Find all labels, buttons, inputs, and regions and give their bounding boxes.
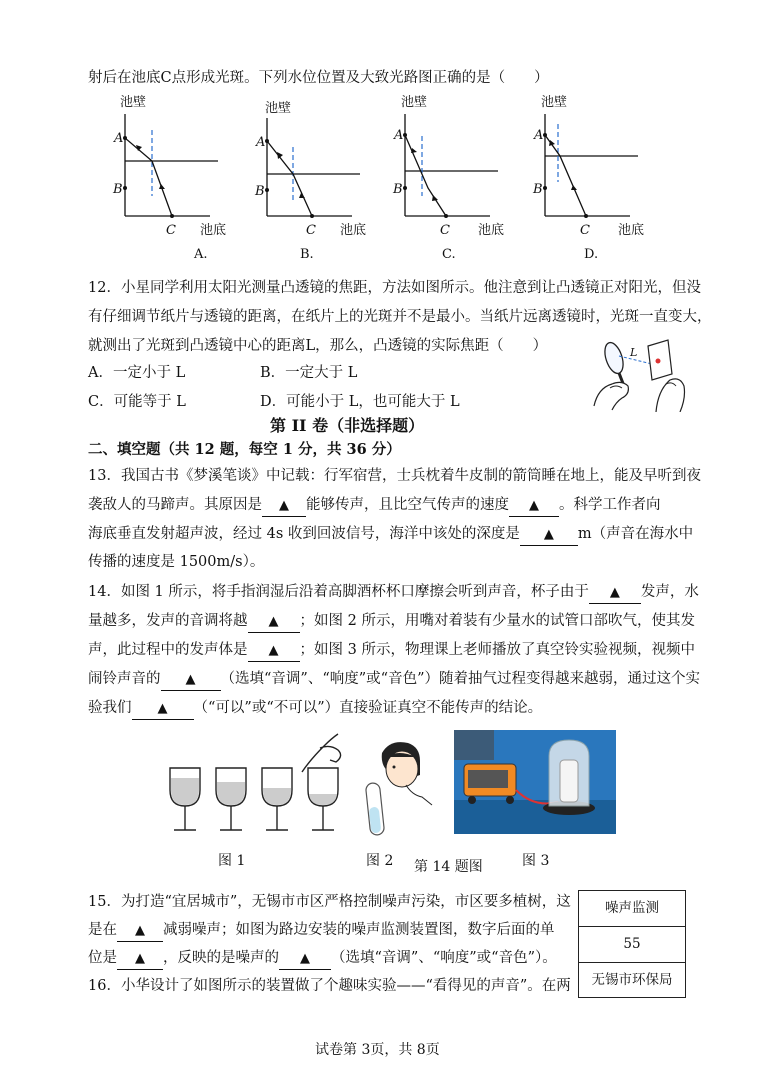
- answer-blank[interactable]: ▲: [509, 496, 559, 517]
- answer-blank[interactable]: ▲: [117, 949, 163, 970]
- svg-text:C: C: [580, 223, 590, 238]
- svg-text:池壁: 池壁: [541, 95, 568, 110]
- q11-tail: 射后在池底C点形成光斑。下列水位位置及大致光路图正确的是（ ）: [88, 70, 549, 86]
- svg-text:A.: A.: [194, 247, 208, 262]
- diagram-c: [392, 95, 504, 262]
- q14-line4: 闹铃声音的 ▲ （选填“音调”、“响度”或“音色”）随着抽气过程变得越来越弱，通过这个实: [88, 669, 700, 691]
- svg-text:A: A: [394, 128, 404, 143]
- answer-blank[interactable]: ▲: [262, 496, 306, 517]
- answer-blank[interactable]: ▲: [117, 921, 163, 942]
- q11-diagrams: [100, 92, 680, 262]
- answer-blank[interactable]: ▲: [248, 641, 300, 662]
- figure2-boy-test-tube: [350, 735, 445, 845]
- q16-line1: 16．小华设计了如图所示的装置做了个趣味实验——“看得见的声音”。在两: [88, 978, 571, 994]
- page-footer: 试卷第 3页，共 8页: [315, 1042, 440, 1058]
- q12-line3: 就测出了光斑到凸透镜中心的距离L，那么，凸透镜的实际焦距（ ）: [88, 338, 548, 354]
- q15-line2: 是在 ▲ 减弱噪声；如图为路边安装的噪声监测装置图，数字后面的单: [88, 920, 555, 942]
- figure2-caption: 图 2: [366, 853, 394, 869]
- svg-text:B: B: [255, 184, 265, 199]
- lens-hands-illustration: [586, 328, 690, 412]
- svg-text:B: B: [393, 182, 403, 197]
- diagram-b: [254, 101, 366, 262]
- svg-text:池底: 池底: [618, 223, 645, 238]
- svg-text:池底: 池底: [200, 223, 227, 238]
- q13-line2: 袭敌人的马蹄声。其原因是 ▲ 能够传声，且比空气传声的速度 ▲ 。科学工作者向: [88, 495, 661, 517]
- diagram-a: [112, 95, 226, 262]
- q12-option-b[interactable]: B．一定大于 L: [260, 365, 358, 381]
- noise-monitor-value: 55: [579, 927, 685, 963]
- noise-monitor-display: [578, 890, 686, 998]
- q13-line1: 13．我国古书《梦溪笔谈》中记载：行军宿营，士兵枕着牛皮制的箭筒睡在地上，能及早听到夜: [88, 468, 701, 484]
- svg-text:B.: B.: [300, 247, 314, 262]
- answer-blank[interactable]: ▲: [248, 612, 300, 633]
- q14-line5: 验我们 ▲ （“可以”或“不可以”）直接验证真空不能传声的结论。: [88, 698, 542, 720]
- q14-line2: 量越多，发声的音调将越 ▲ ；如图 2 所示，用嘴对着装有少量水的试管口部吹气，使其发: [88, 611, 695, 633]
- figure3-caption: 图 3: [522, 853, 550, 869]
- wall-label: 池壁: [120, 95, 147, 110]
- q13-line4: 传播的速度是 1500m/s）。: [88, 554, 265, 570]
- q13-line3: 海底垂直发射超声波，经过 4s 收到回波信号，海洋中该处的深度是 ▲ m（声音在海水中: [88, 524, 693, 546]
- answer-blank[interactable]: ▲: [161, 670, 221, 691]
- q15-line3: 位是 ▲ ，反映的是噪声的 ▲ （选填“音调”、“响度”或“音色”）。: [88, 948, 557, 970]
- q12-option-c[interactable]: C．可能等于 L: [88, 394, 186, 410]
- answer-blank[interactable]: ▲: [132, 699, 194, 720]
- distance-label: L: [630, 346, 638, 359]
- figure1-caption: 图 1: [218, 853, 246, 869]
- svg-text:A: A: [534, 128, 544, 143]
- svg-text:C.: C.: [442, 247, 456, 262]
- svg-text:C: C: [440, 223, 450, 238]
- noise-monitor-org: 无锡市环保局: [591, 972, 673, 988]
- q12-line1: 12．小星同学利用太阳光测量凸透镜的焦距，方法如图所示。他注意到让凸透镜正对阳光，但没: [88, 280, 701, 296]
- q12-option-d[interactable]: D．可能小于 L，也可能大于 L: [260, 394, 460, 410]
- answer-blank[interactable]: ▲: [279, 949, 331, 970]
- q14-line1: 14．如图 1 所示，将手指润湿后沿着高脚酒杯杯口摩擦会听到声音，杯子由于 ▲ 发声，水: [88, 582, 699, 604]
- noise-monitor-title: 噪声监测: [579, 891, 685, 927]
- svg-text:池壁: 池壁: [401, 95, 428, 110]
- q12-option-a[interactable]: A．一定小于 L: [88, 365, 186, 381]
- part2-title: 第 II 卷（非选择题）: [270, 416, 425, 435]
- section2-header: 二、填空题（共 12 题，每空 1 分，共 36 分）: [88, 441, 401, 458]
- diagram-d: [532, 95, 644, 262]
- q15-line1: 15．为打造“宜居城市”，无锡市市区严格控制噪声污染，市区要多植树，这: [88, 894, 571, 910]
- svg-text:C: C: [306, 223, 316, 238]
- q14-line3: 声，此过程中的发声体是 ▲ ；如图 3 所示，物理课上老师播放了真空铃实验视频，视频中: [88, 640, 695, 662]
- answer-blank[interactable]: ▲: [589, 583, 641, 604]
- svg-text:A: A: [114, 131, 124, 146]
- svg-text:池底: 池底: [340, 223, 367, 238]
- figure1-wine-glasses: [160, 730, 350, 840]
- svg-text:B: B: [113, 182, 123, 197]
- answer-blank[interactable]: ▲: [520, 525, 578, 546]
- q12-line2: 有仔细调节纸片与透镜的距离，在纸片上的光斑并不是最小。当纸片远离透镜时，光斑一直变大，: [88, 309, 712, 325]
- figure14-title: 第 14 题图: [414, 859, 483, 875]
- svg-text:C: C: [166, 223, 176, 238]
- svg-text:B: B: [533, 182, 543, 197]
- svg-text:D.: D.: [584, 247, 599, 262]
- figure3-vacuum-bell-photo: [454, 730, 616, 834]
- svg-text:池底: 池底: [478, 223, 505, 238]
- svg-text:池壁: 池壁: [265, 101, 292, 116]
- svg-text:A: A: [256, 135, 266, 150]
